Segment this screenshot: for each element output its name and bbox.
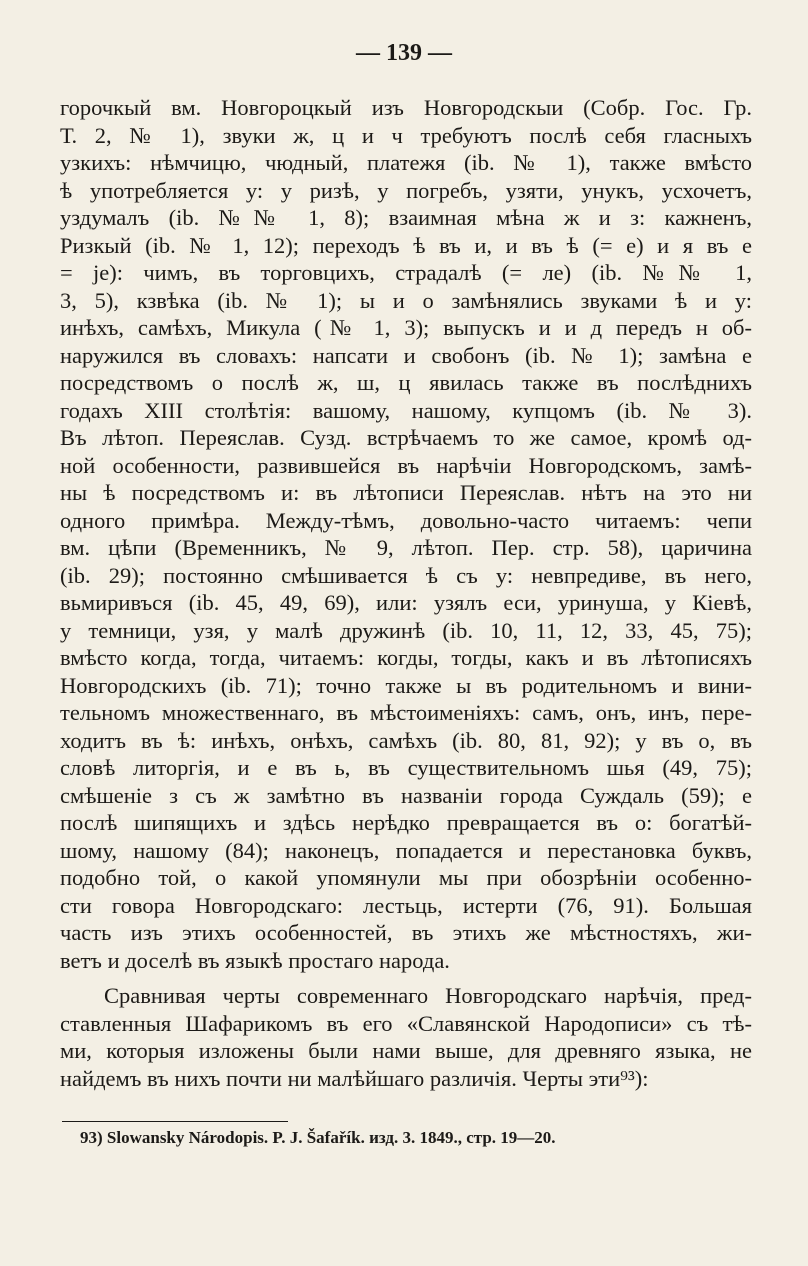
page-number: — 139 — bbox=[356, 40, 452, 66]
text-line: ѣ употребляется у: у ризѣ, у погребъ, узяти, унукъ, усхочетъ, bbox=[60, 177, 752, 203]
footnote: 93) Slowansky Národopis. P. J. Šafařík. изд. 3. 1849., стр. 19—20. bbox=[80, 1128, 556, 1147]
text-line: горочкый вм. Новгороцкый изъ Новгородскыи (Собр. Гос. Гр. bbox=[60, 95, 752, 120]
text-line: тельномъ множественнаго, въ мѣстоименіяхъ: самъ, онъ, инъ, пере- bbox=[60, 700, 752, 725]
text-line: ны ѣ посредствомъ и: въ лѣтописи Переяслав. нѣтъ на это ни bbox=[60, 480, 752, 505]
text-line: инѣхъ, самѣхъ, Микула (№ 1, 3); выпускъ и и д передъ н об- bbox=[60, 315, 752, 340]
footnote-divider bbox=[62, 1121, 288, 1122]
text-line: одного примѣра. Между-тѣмъ, довольно-часто читаемъ: чепи bbox=[60, 507, 752, 533]
text-line: Т. 2, № 1), звуки ж, ц и ч требуютъ послѣ себя гласныхъ bbox=[60, 122, 752, 148]
text-line: шому, нашому (84); наконецъ, попадается и перестановка буквъ, bbox=[60, 837, 752, 863]
text-line: Новгородскихъ (ib. 71); точно также ы въ родительномъ и вини- bbox=[60, 672, 752, 698]
body-text bbox=[60, 94, 752, 1092]
text-line: вмѣсто когда, тогда, читаемъ: когды, тогды, какъ и въ лѣтописяхъ bbox=[60, 645, 752, 670]
text-line: сти говора Новгородскаго: лестьць, истерти (76, 91). Большая bbox=[60, 892, 752, 918]
text-line: посредствомъ о послѣ ж, ш, ц явилась также въ послѣднихъ bbox=[60, 370, 752, 395]
text-line: Въ лѣтоп. Переяслав. Сузд. встрѣчаемъ то же самое, кромѣ од- bbox=[60, 425, 752, 450]
text-line: вм. цѣпи (Временникъ, № 9, лѣтоп. Пер. стр. 58), царичина bbox=[60, 535, 752, 560]
text-line: уздумалъ (ib. №№ 1, 8); взаимная мѣна ж и з: кажненъ, bbox=[60, 205, 752, 230]
text-line: узкихъ: нѣмчицю, чюдный, платежя (ib. № 1), также вмѣсто bbox=[60, 150, 752, 175]
text-line: ми, которыя изложены были нами выше, для древняго языка, не bbox=[60, 1038, 752, 1063]
text-line: найдемъ въ нихъ почти ни малѣйшаго различія. Черты эти⁹³): bbox=[60, 1065, 649, 1091]
paragraph bbox=[60, 94, 752, 974]
text-line: ставленныя Шафарикомъ въ его «Славянской Народописи» съ тѣ- bbox=[60, 1010, 752, 1036]
text-line: (ib. 29); постоянно смѣшивается ѣ съ у: невпредиве, въ него, bbox=[60, 562, 752, 588]
text-line: ветъ и доселѣ въ языкѣ простаго народа. bbox=[60, 947, 450, 973]
text-line: Сравнивая черты современнаго Новгородскаго нарѣчія, пред- bbox=[104, 983, 752, 1008]
text-line: = je): чимъ, въ торговцихъ, страдалѣ (= ле) (ib. №№ 1, bbox=[60, 260, 752, 285]
text-line: ной особенности, развившейся въ нарѣчіи Новгородскомъ, замѣ- bbox=[60, 452, 752, 478]
text-line: часть изъ этихъ особенностей, въ этихъ же мѣстностяхъ, жи- bbox=[60, 920, 752, 945]
text-line: словѣ литоргія, и е въ ь, въ существительномъ шья (49, 75); bbox=[60, 755, 752, 780]
paragraph-gap bbox=[60, 974, 752, 982]
text-line: 3, 5), кзвѣка (ib. № 1); ы и о замѣнялись звуками ѣ и у: bbox=[60, 287, 752, 313]
text-line: подобно той, о какой упомянули мы при обозрѣніи особенно- bbox=[60, 865, 752, 890]
text-line: смѣшеніе з съ ж замѣтно въ названіи города Суждаль (59); е bbox=[60, 782, 752, 808]
text-line: ходитъ въ ѣ: инѣхъ, онѣхъ, самѣхъ (ib. 80, 81, 92); у въ о, въ bbox=[60, 727, 752, 753]
text-line: вьмиривъся (ib. 45, 49, 69), или: узялъ еси, уринуша, у Кіевѣ, bbox=[60, 590, 752, 615]
text-line: Ризкый (ib. № 1, 12); переходъ ѣ въ и, и въ ѣ (= е) и я въ е bbox=[60, 232, 752, 258]
paragraph bbox=[60, 982, 752, 1092]
text-line: наружился въ словахъ: напсати и свобонъ (ib. № 1); замѣна е bbox=[60, 342, 752, 368]
text-line: у темници, узя, у малѣ дружинѣ (ib. 10, 11, 12, 33, 45, 75); bbox=[60, 617, 752, 643]
text-line: годахъ XIII столѣтія: вашому, нашому, купцомъ (ib. № 3). bbox=[60, 397, 752, 423]
text-line: послѣ шипящихъ и здѣсь нерѣдко превращается въ о: богатѣй- bbox=[60, 810, 752, 835]
